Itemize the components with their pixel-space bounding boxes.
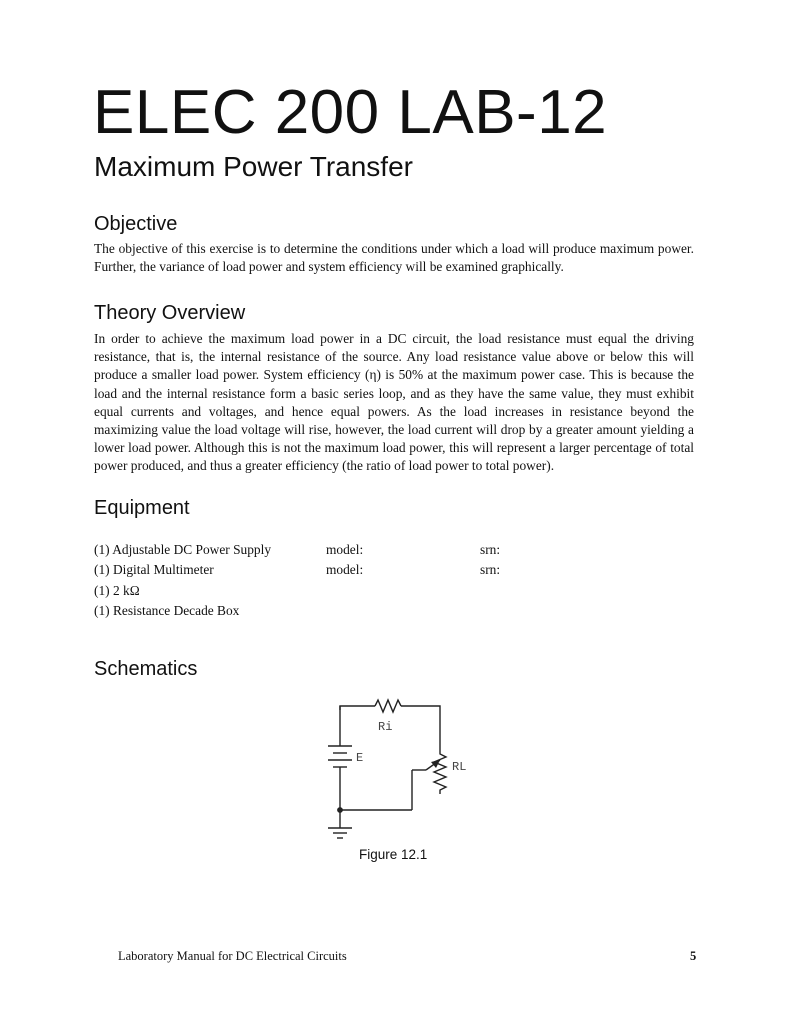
resistor-ri xyxy=(375,700,401,712)
label-e: E xyxy=(356,751,364,765)
resistor-rl xyxy=(434,750,446,794)
ground-symbol xyxy=(328,828,352,838)
objective-text: The objective of this exercise is to determine the conditions under which a load will produce maximum power. Further, the variance of load power and system efficiency will be examined graphically. xyxy=(94,241,694,275)
schematics-heading: Schematics xyxy=(94,658,198,680)
battery-e xyxy=(328,746,352,767)
page-number: 5 xyxy=(690,949,697,963)
objective-heading: Objective xyxy=(94,213,178,235)
equipment-heading: Equipment xyxy=(94,497,190,519)
equipment-item: (1) Digital Multimeter xyxy=(94,562,214,577)
equipment-item: (1) Adjustable DC Power Supply xyxy=(94,542,272,557)
equipment-item: (1) 2 kΩ xyxy=(94,583,140,598)
circuit-schematic xyxy=(320,690,480,846)
equipment-model-label: model: xyxy=(326,542,364,557)
theory-text: In order to achieve the maximum load power in a DC circuit, the load resistance must equal the driving resistance, that is, the internal resistance of the source. Any load resistance value above or below this will produce a smaller load power. System efficiency (η) is 50% at the maximum power case. This is because the load and the internal resistance form a basic series loop, and as they have the same value, they must exhibit equal currents and voltages, and hence equal powers. As the load increases in resistance beyond the maximizing value the load voltage will rise, however, the load current will drop by a greater amount yielding a lower load power. Although this is not the maximum load power, this will represent a larger percentage of total power produced, and thus a greater efficiency (the ratio of load power to total power). xyxy=(94,331,694,474)
equipment-model-label: model: xyxy=(326,562,364,577)
page-subtitle: Maximum Power Transfer xyxy=(94,151,413,182)
page-title: ELEC 200 LAB-12 xyxy=(93,78,608,147)
label-ri: Ri xyxy=(378,720,393,734)
equipment-item: (1) Resistance Decade Box xyxy=(94,603,240,618)
theory-heading: Theory Overview xyxy=(94,302,246,324)
equipment-srn-label: srn: xyxy=(480,542,501,557)
label-rl: RL xyxy=(452,760,467,774)
equipment-srn-label: srn: xyxy=(480,562,501,577)
footer-text: Laboratory Manual for DC Electrical Circuits xyxy=(118,949,347,963)
figure-caption: Figure 12.1 xyxy=(359,847,428,862)
